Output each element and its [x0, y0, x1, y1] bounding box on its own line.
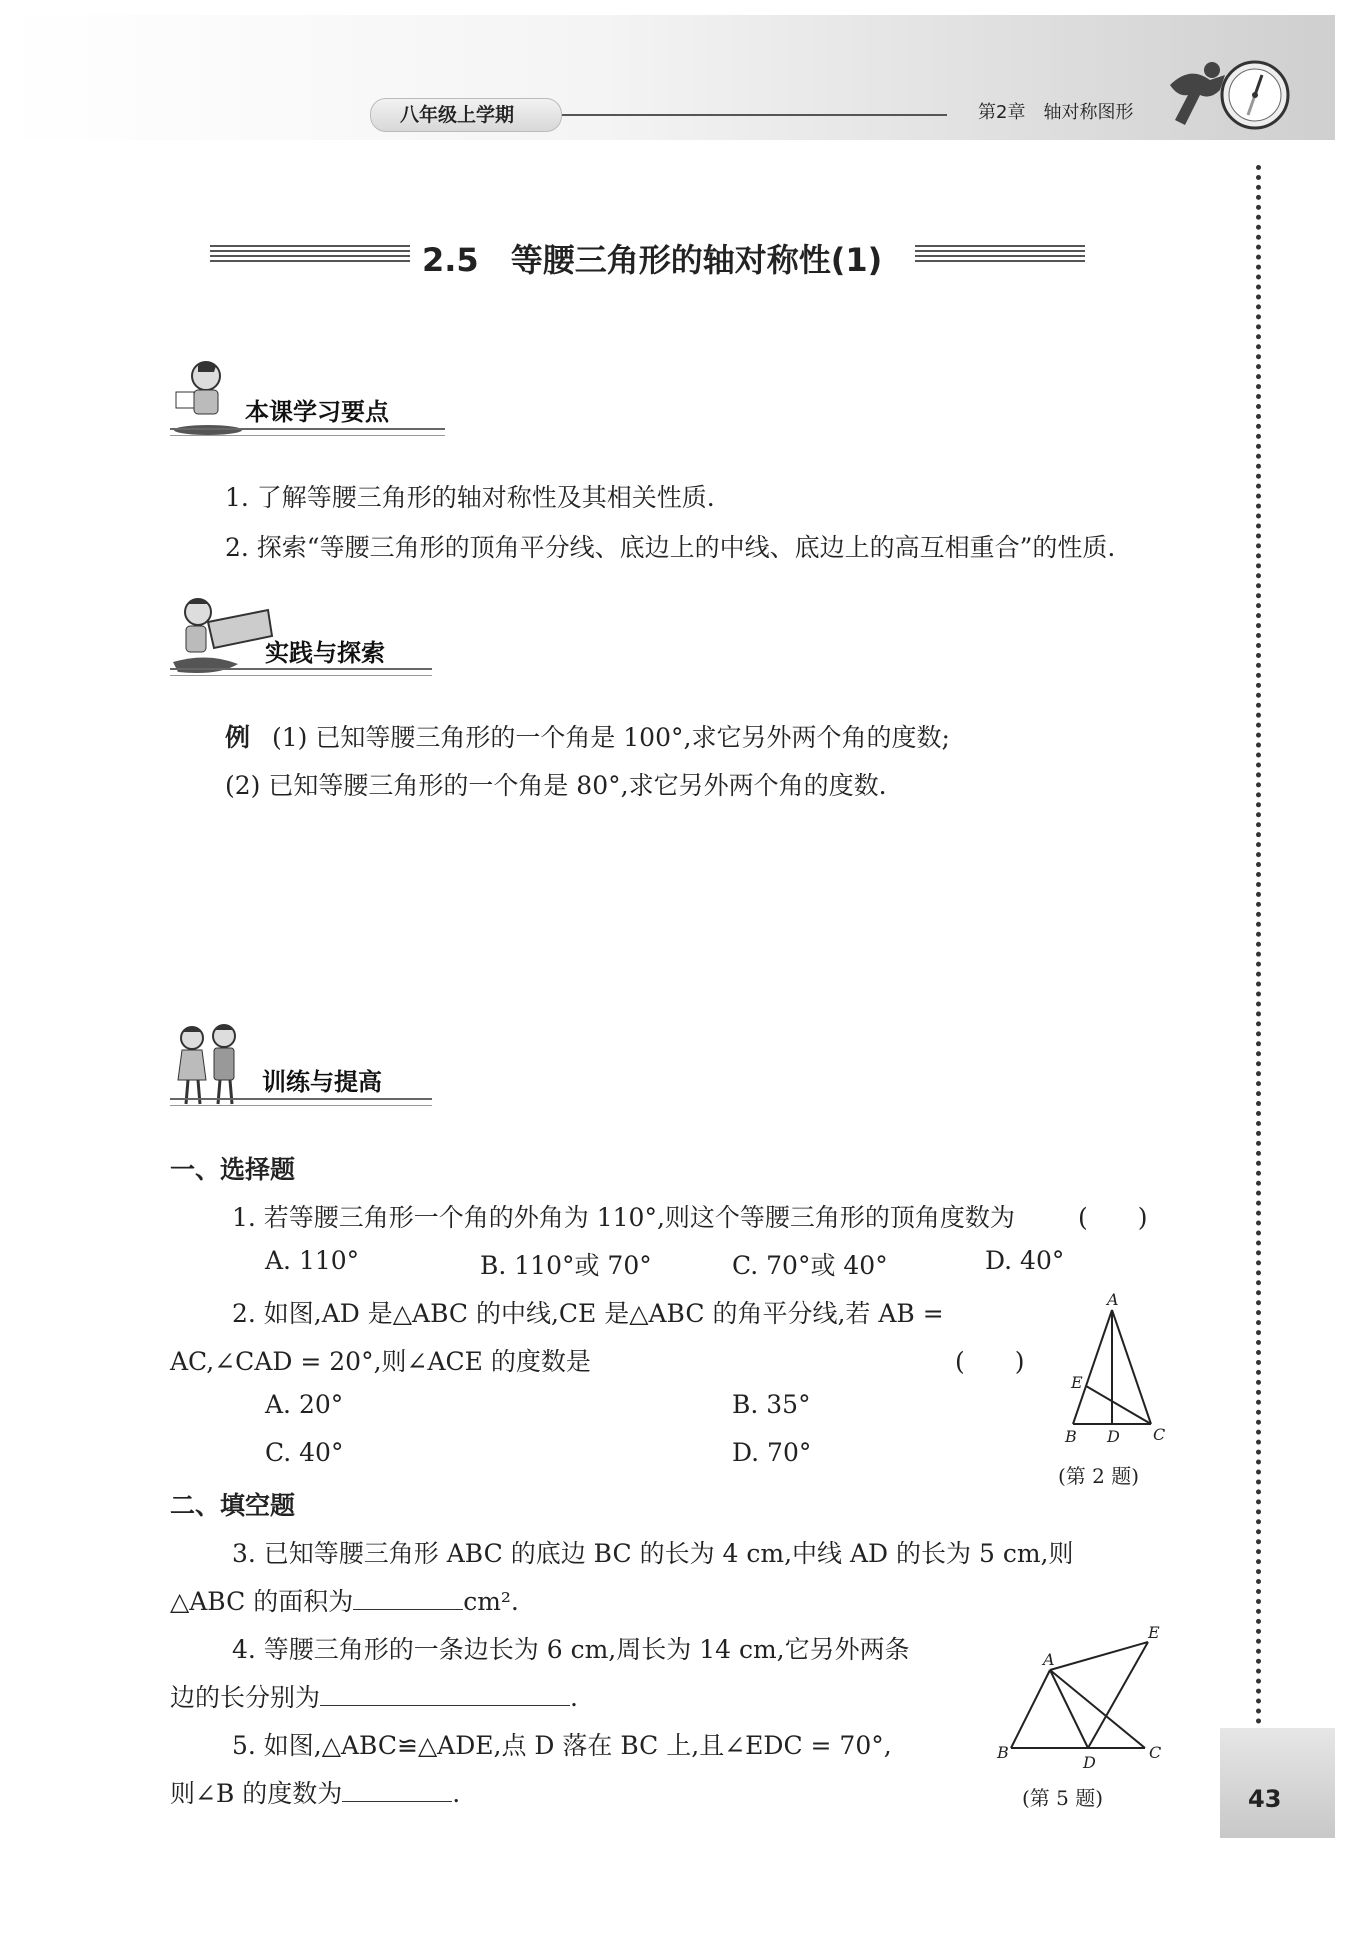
q2-answer-paren: ( )	[955, 1347, 1025, 1376]
q5-line-2	[170, 1774, 460, 1810]
q5-figure	[985, 1620, 1160, 1780]
lesson-title: 2.5 等腰三角形的轴对称性(1)	[422, 241, 883, 279]
q1-option-c: C. 70°或 40°	[732, 1251, 888, 1280]
q5-label-d: D	[1083, 1753, 1096, 1772]
q5-label-c: C	[1149, 1743, 1162, 1762]
section-key-points-rule	[170, 428, 445, 436]
q3-line-2	[170, 1582, 519, 1618]
q5-label-e: E	[1148, 1623, 1160, 1642]
title-stripes-right	[915, 245, 1085, 265]
q1-option-d: D. 40°	[985, 1246, 1065, 1275]
q5-figure-caption: (第 5 题)	[1022, 1786, 1104, 1810]
q2-option-c: C. 40°	[265, 1438, 344, 1467]
q2-label-b: B	[1065, 1427, 1077, 1446]
key-point-2: 2. 探索“等腰三角形的顶角平分线、底边上的中线、底边上的高互相重合”的性质.	[225, 533, 1116, 562]
section-key-points-title: 本课学习要点	[245, 398, 389, 426]
q1-text: 1. 若等腰三角形一个角的外角为 110°,则这个等腰三角形的顶角度数为	[232, 1203, 1015, 1232]
q5-label-b: B	[997, 1743, 1009, 1762]
example-line-1	[225, 718, 950, 754]
q2-option-d: D. 70°	[732, 1438, 812, 1467]
section-training-rule	[170, 1098, 432, 1106]
q2-label-e: E	[1071, 1373, 1083, 1392]
q4-end: .	[570, 1683, 578, 1712]
margin-dotted-line	[1256, 165, 1261, 1725]
page-header-band	[0, 15, 1335, 140]
section-training-title: 训练与提高	[262, 1068, 382, 1096]
q2-option-a: A. 20°	[265, 1390, 344, 1419]
q5-line-1: 5. 如图,△ABC≌△ADE,点 D 落在 BC 上,且∠EDC = 70°,	[232, 1731, 892, 1760]
q1-answer-paren: ( )	[1078, 1203, 1148, 1232]
q2-label-d: D	[1107, 1427, 1120, 1446]
q5-end: .	[452, 1779, 461, 1808]
q5-line-2-text: 则∠B 的度数为	[170, 1779, 343, 1808]
q4-answer-blank[interactable]	[320, 1683, 570, 1706]
q2-label-a: A	[1107, 1290, 1119, 1309]
section-practice-rule	[170, 668, 432, 676]
q2-line-1: 2. 如图,AD 是△ABC 的中线,CE 是△ABC 的角平分线,若 AB =	[232, 1299, 944, 1328]
key-point-1: 1. 了解等腰三角形的轴对称性及其相关性质.	[225, 483, 715, 512]
part1-heading: 一、选择题	[170, 1155, 296, 1184]
page-number: 43	[1248, 1785, 1282, 1813]
q3-line-1: 3. 已知等腰三角形 ABC 的底边 BC 的长为 4 cm,中线 AD 的长为 5 cm,则	[232, 1539, 1074, 1568]
q4-line-1: 4. 等腰三角形的一条边长为 6 cm,周长为 14 cm,它另外两条	[232, 1635, 910, 1664]
title-stripes-left	[210, 245, 410, 265]
q2-figure-caption: (第 2 题)	[1058, 1464, 1140, 1488]
example-part-2: (2) 已知等腰三角形的一个角是 80°,求它另外两个角的度数.	[225, 771, 887, 800]
q1-option-b: B. 110°或 70°	[480, 1251, 652, 1280]
q4-line-2-text: 边的长分别为	[170, 1683, 321, 1712]
header-rule	[562, 114, 947, 116]
q2-line-2: AC,∠CAD = 20°,则∠ACE 的度数是	[170, 1347, 591, 1376]
two-students-icon	[168, 1020, 248, 1110]
q3-line-2-text: △ABC 的面积为	[170, 1587, 354, 1616]
header-chapter: 第2章 轴对称图形	[978, 102, 1134, 123]
page-number-box	[1220, 1728, 1335, 1838]
q2-option-b: B. 35°	[732, 1390, 811, 1419]
q5-answer-blank[interactable]	[342, 1779, 452, 1802]
q1-option-a: A. 110°	[265, 1246, 360, 1275]
q2-label-c: C	[1153, 1425, 1166, 1444]
student-reading-icon	[168, 358, 248, 438]
lesson-title-row	[210, 235, 1110, 279]
q5-label-a: A	[1043, 1650, 1055, 1669]
header-grade: 八年级上学期	[400, 104, 515, 126]
q4-line-2	[170, 1678, 578, 1714]
example-part-1: (1) 已知等腰三角形的一个角是 100°,求它另外两个角的度数;	[271, 723, 950, 752]
section-practice-title: 实践与探索	[265, 639, 385, 667]
q2-figure	[1055, 1290, 1175, 1450]
part2-heading: 二、填空题	[170, 1491, 296, 1520]
q3-unit: cm².	[463, 1587, 519, 1616]
q3-answer-blank[interactable]	[353, 1587, 463, 1610]
example-label: 例	[225, 723, 251, 752]
compass-runner-icon	[1150, 55, 1300, 145]
